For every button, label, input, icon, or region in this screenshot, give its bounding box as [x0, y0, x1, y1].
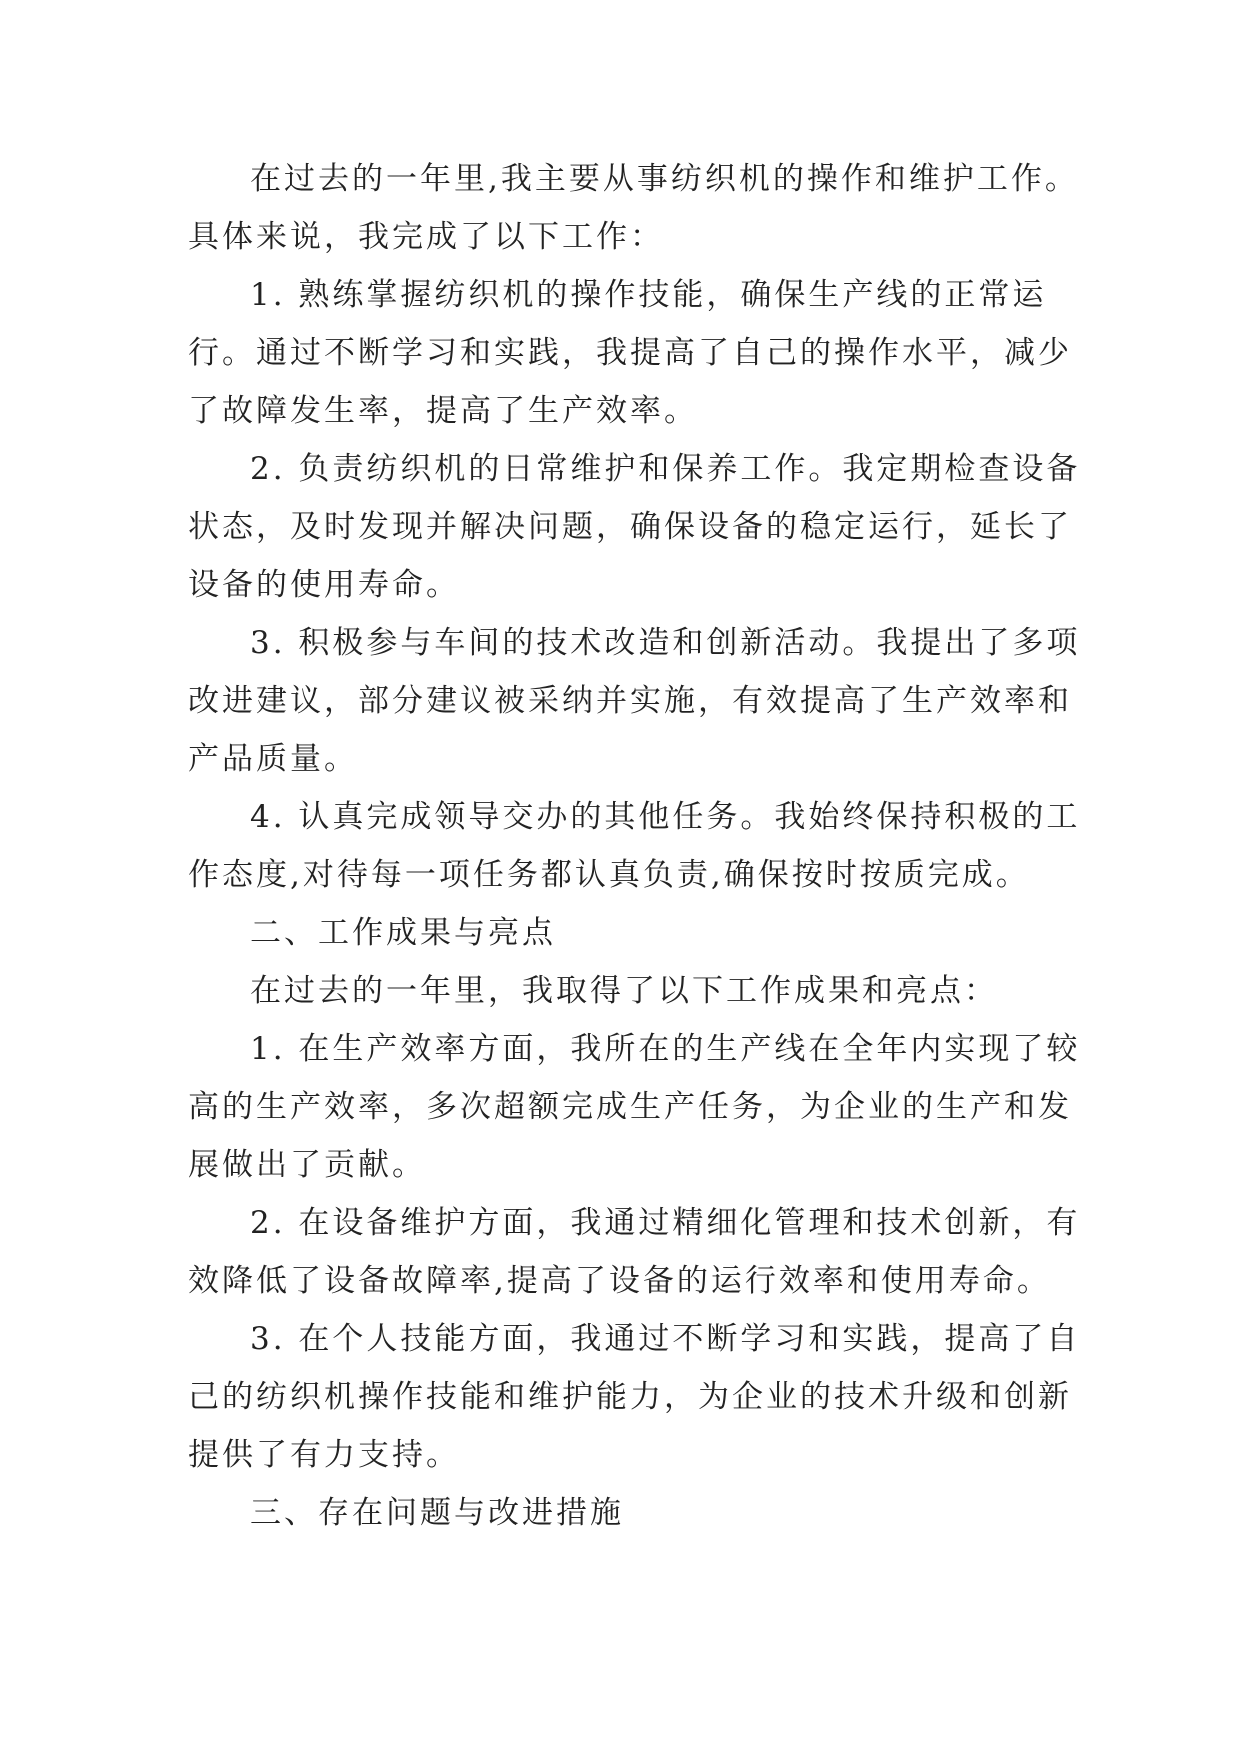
- document-body: [188, 150, 1088, 1542]
- section-heading-problems: 三、存在问题与改进措施: [250, 1495, 624, 1531]
- work-item-4: 4. 认真完成领导交办的其他任务。我始终保持积极的工作态度,对待每一项任务都认真负责,确保按时按质完成。: [188, 799, 1081, 893]
- achievement-item-3: 3. 在个人技能方面，我通过不断学习和实践，提高了自己的纺织机操作技能和维护能力，为企业的技术升级和创新提供了有力支持。: [188, 1321, 1081, 1473]
- section-heading-achievements: 二、工作成果与亮点: [250, 915, 556, 951]
- work-item-1: 1. 熟练掌握纺织机的操作技能，确保生产线的正常运行。通过不断学习和实践，我提高了自己的操作水平，减少了故障发生率，提高了生产效率。: [188, 277, 1072, 429]
- work-item-2: 2. 负责纺织机的日常维护和保养工作。我定期检查设备状态，及时发现并解决问题，确保设备的稳定运行，延长了设备的使用寿命。: [188, 451, 1081, 603]
- intro-paragraph: 在过去的一年里,我主要从事纺织机的操作和维护工作。具体来说，我完成了以下工作：: [188, 161, 1079, 255]
- achievement-item-2: 2. 在设备维护方面，我通过精细化管理和技术创新，有效降低了设备故障率,提高了设备的运行效率和使用寿命。: [188, 1205, 1081, 1299]
- work-item-3: 3. 积极参与车间的技术改造和创新活动。我提出了多项改进建议，部分建议被采纳并实施，有效提高了生产效率和产品质量。: [188, 625, 1081, 777]
- achievements-intro: 在过去的一年里，我取得了以下工作成果和亮点：: [250, 973, 998, 1009]
- achievement-item-1: 1. 在生产效率方面，我所在的生产线在全年内实现了较高的生产效率，多次超额完成生产任务，为企业的生产和发展做出了贡献。: [188, 1031, 1081, 1183]
